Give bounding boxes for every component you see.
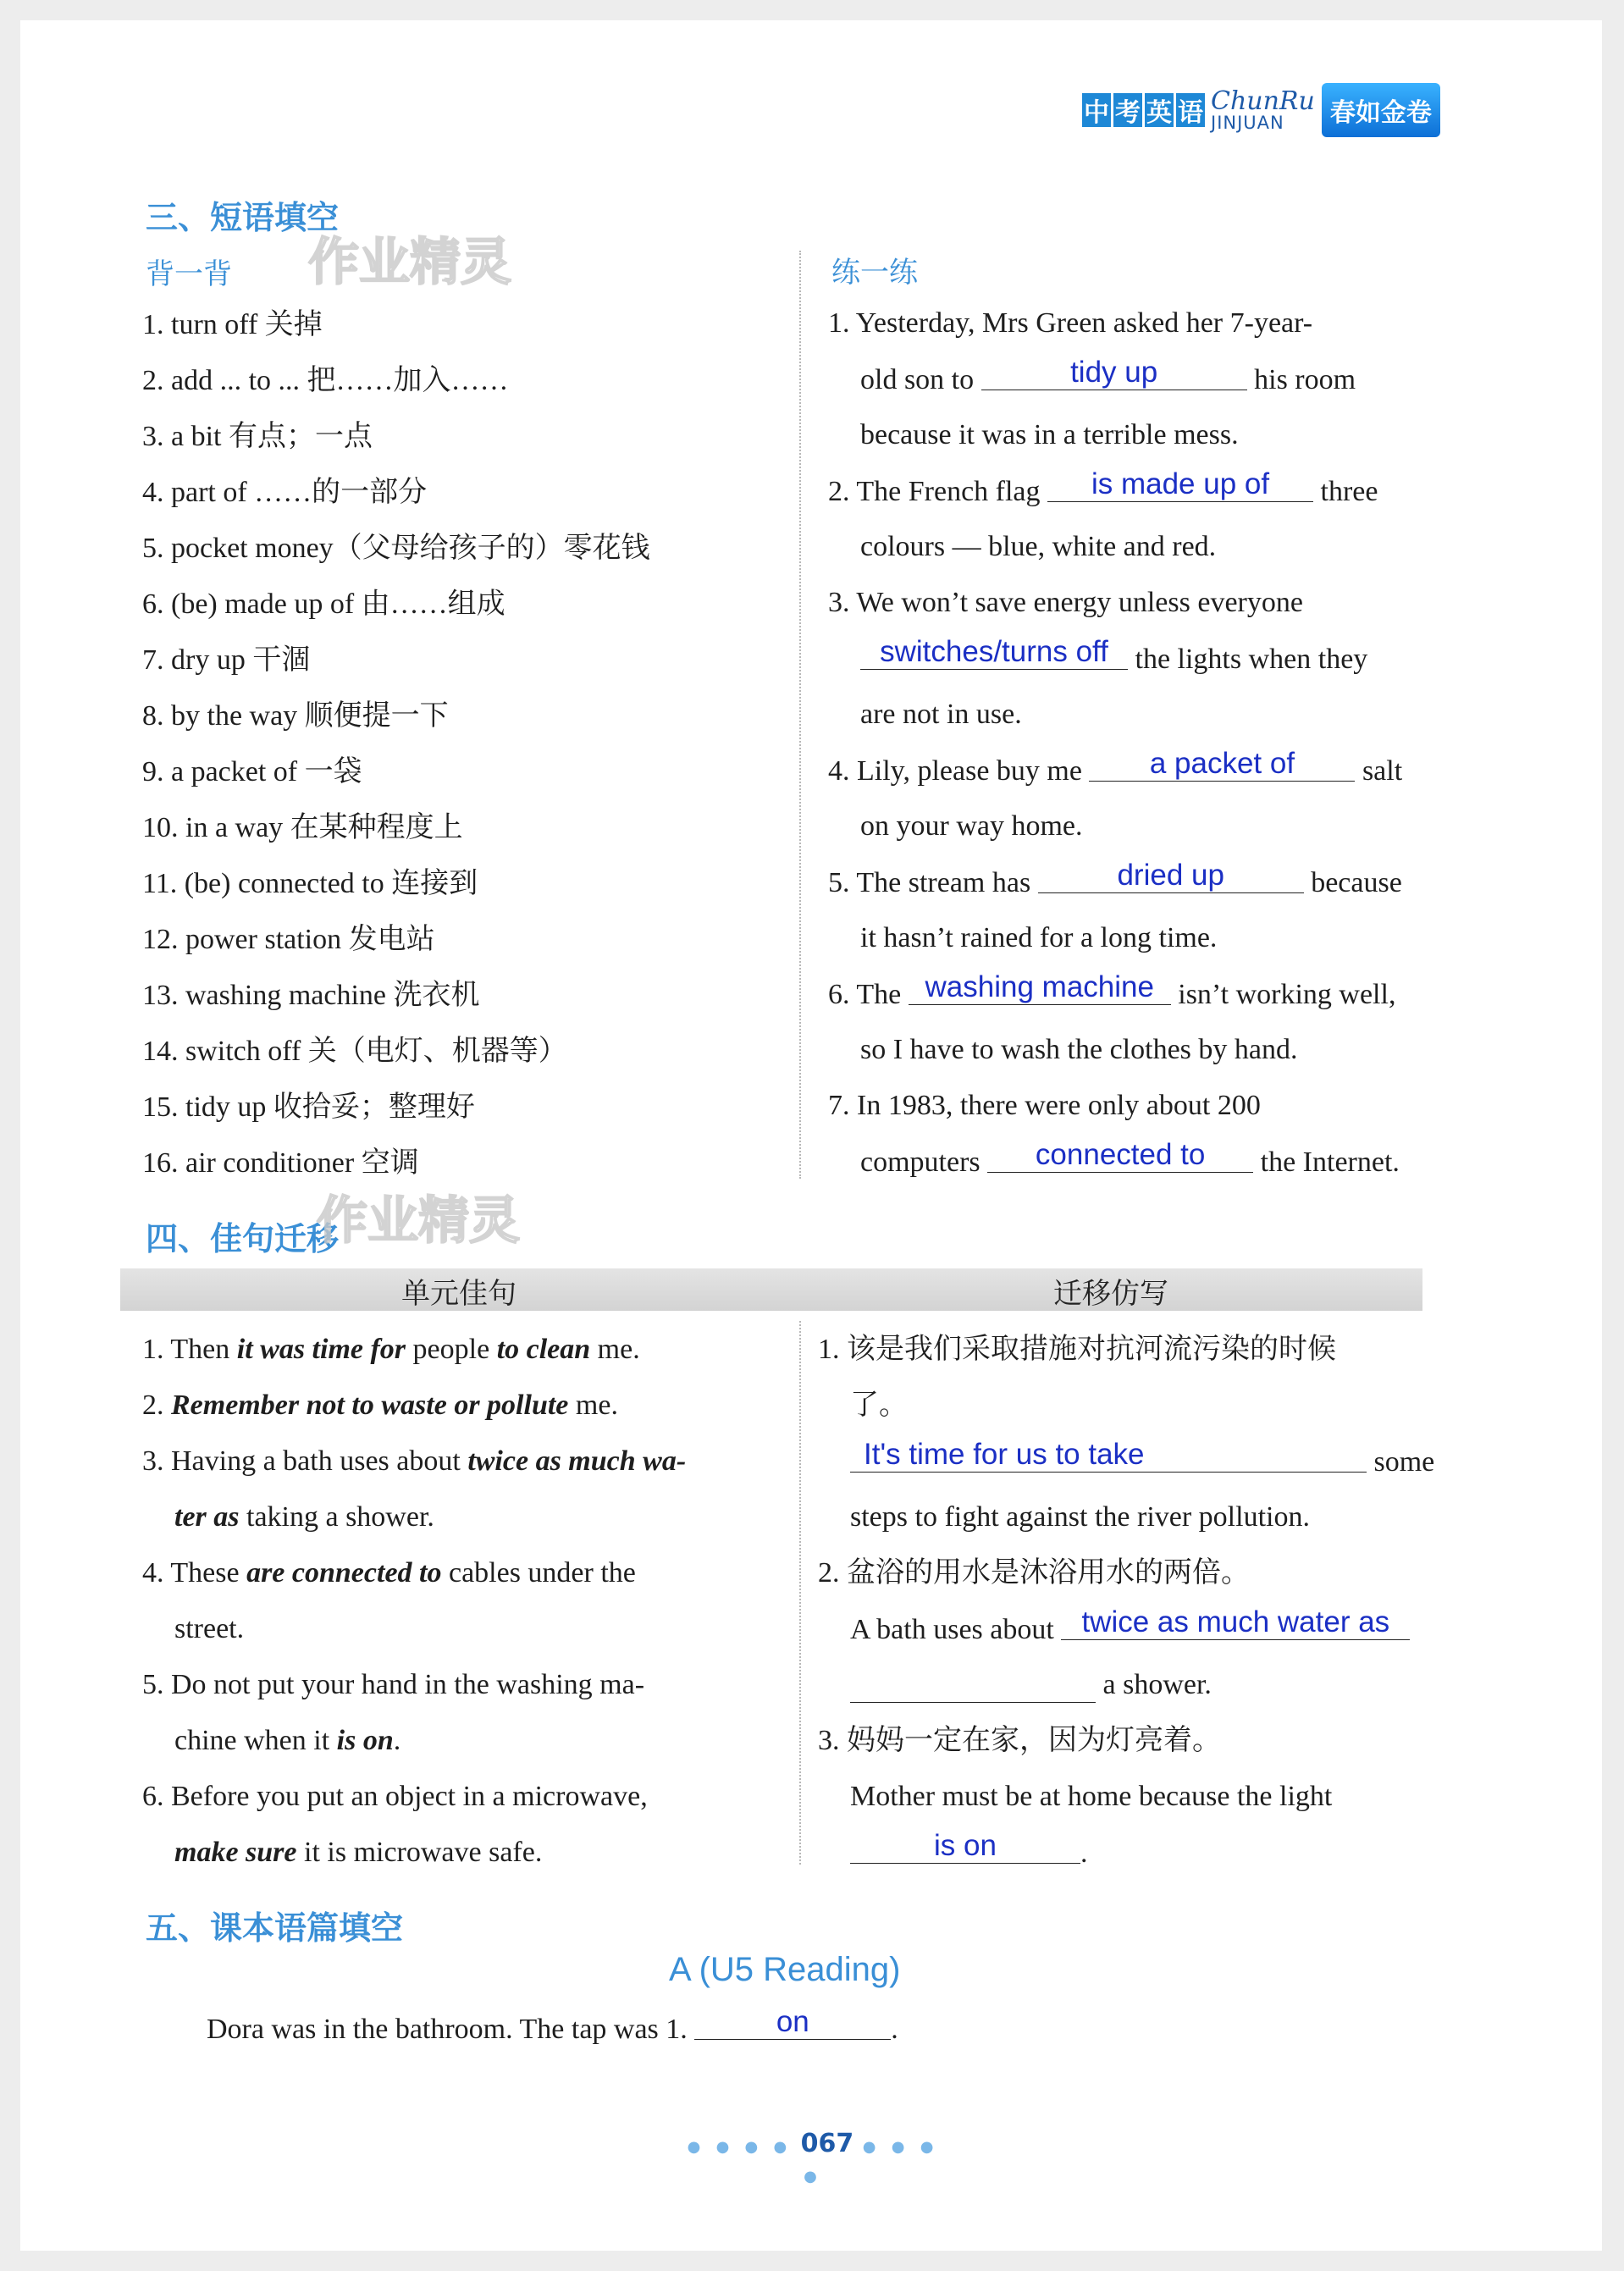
key-phrase: to clean [496, 1334, 591, 1365]
sentence-text: 2. [142, 1390, 171, 1421]
sentence-text: cables under the [441, 1557, 636, 1589]
exercise-text: a shower. [1102, 1669, 1212, 1700]
watermark: 作业精灵 [308, 233, 511, 292]
sentence-text: me. [590, 1334, 640, 1365]
list-item: 15. tidy up 收拾妥；整理好 [142, 1091, 475, 1123]
right-band-label: 迁移仿写 [1053, 1277, 1168, 1311]
exercise-item [828, 747, 1403, 788]
list-item: 9. a packet of 一袋 [142, 756, 362, 787]
brand-char: 中 [1082, 93, 1111, 127]
column-divider [799, 1321, 801, 1865]
sentence-text: people [406, 1334, 497, 1365]
exercise-item [860, 635, 1368, 677]
list-item: 11. (be) connected to 连接到 [142, 868, 478, 899]
answer-blank[interactable]: connected to [987, 1138, 1253, 1173]
sentence-item [142, 1333, 640, 1367]
sentence-item [174, 1724, 400, 1758]
list-item: 2. add ... to ... 把……加入…… [142, 365, 509, 396]
exercise-item [850, 1668, 1212, 1703]
list-item: 16. air conditioner 空调 [142, 1147, 419, 1179]
list-item: 5. pocket money（父母给孩子的）零花钱 [142, 533, 650, 564]
exercise-text: steps to fight against the river pollution. [850, 1501, 1310, 1533]
key-phrase: ter as [174, 1501, 240, 1533]
brand-latin-1: ChunRu [1211, 86, 1315, 116]
page-number: 067 [800, 2129, 854, 2158]
exercise-text: some [1373, 1446, 1435, 1478]
sentence-text: chine when it [174, 1725, 337, 1756]
exercise-item [860, 1138, 1400, 1180]
answer-blank[interactable]: It's time for us to take [850, 1438, 1367, 1473]
exercise-text: because it was in a terrible mess. [860, 419, 1239, 450]
exercise-item [850, 1829, 1088, 1870]
sentence-item [142, 1445, 686, 1478]
section-5-title: 五、课本语篇填空 [146, 1909, 404, 1947]
column-divider [799, 251, 801, 1179]
dots-right-icon: ● ● ● ● [804, 2138, 939, 2185]
dots-left-icon: ● ● ● ● [687, 2138, 793, 2156]
list-item: 3. a bit 有点；一点 [142, 421, 373, 452]
exercise-text: three [1320, 476, 1378, 507]
list-item: 10. in a way 在某种程度上 [142, 812, 463, 843]
section-3-title: 三、短语填空 [146, 199, 340, 236]
exercise-text: the lights when they [1135, 644, 1368, 675]
sentence-text: 6. Before you put an object in a microwave, [142, 1781, 648, 1812]
exercise-item [828, 859, 1402, 900]
list-item: 13. washing machine 洗衣机 [142, 980, 480, 1011]
empty-blank[interactable] [850, 1668, 1096, 1703]
key-phrase: make sure [174, 1837, 297, 1868]
exercise-text: old son to [860, 364, 975, 395]
brand-latin-2: JINJUAN [1211, 112, 1284, 133]
brand-title [1082, 93, 1207, 127]
answer-blank[interactable]: is made up of [1047, 467, 1313, 502]
right-subtitle: 练一练 [831, 256, 918, 290]
answer-blank[interactable]: is on [850, 1829, 1080, 1864]
answer-blank[interactable]: twice as much water as [1061, 1605, 1410, 1640]
brand-char: 语 [1176, 93, 1205, 127]
exercise-text: 5. The stream has [828, 867, 1031, 898]
exercise-text: salt [1362, 755, 1403, 787]
exercise-item [860, 356, 1356, 397]
sentence-text: 1. Then [142, 1334, 237, 1365]
watermark: 作业精灵 [317, 1191, 520, 1251]
exercise-text: 3. We won’t save energy unless everyone [828, 587, 1303, 618]
sentence-text: street. [174, 1613, 245, 1644]
header-brand [1082, 81, 1440, 139]
reading-line [207, 2005, 898, 2047]
column-header-band [120, 1268, 1422, 1311]
sentence-text: it is microwave safe. [296, 1837, 543, 1868]
sentence-text: 4. These [142, 1557, 247, 1589]
section-4-title: 四、佳句迁移 [146, 1220, 340, 1257]
answer-blank[interactable]: on [694, 2005, 891, 2040]
list-item: 1. turn off 关掉 [142, 309, 323, 340]
exercise-item [828, 970, 1396, 1012]
exercise-text: 4. Lily, please buy me [828, 755, 1082, 787]
brand-latin [1211, 86, 1315, 133]
exercise-text: 2. 盆浴的用水是沐浴用水的两倍。 [818, 1557, 1250, 1589]
brand-logo: 春如金卷 [1322, 83, 1440, 137]
reading-title: A (U5 Reading) [669, 1951, 901, 1988]
exercise-text: computers [860, 1147, 980, 1178]
sentence-text: 5. Do not put your hand in the washing ma- [142, 1669, 645, 1700]
exercise-text: it hasn’t rained for a long time. [860, 922, 1218, 953]
exercise-item [850, 1438, 1435, 1479]
sentence-text: . [393, 1725, 401, 1756]
key-phrase: it was time for [236, 1334, 406, 1365]
answer-blank[interactable]: a packet of [1089, 747, 1355, 782]
left-subtitle: 背一背 [146, 257, 232, 291]
exercise-text: . [1080, 1837, 1088, 1869]
brand-char: 英 [1145, 93, 1174, 127]
exercise-text: 6. The [828, 979, 902, 1010]
sentence-item [174, 1500, 434, 1534]
key-phrase: Remember not to waste or pollute [171, 1390, 569, 1421]
key-phrase: twice as much wa- [467, 1445, 687, 1477]
list-item: 12. power station 发电站 [142, 924, 435, 955]
exercise-text: colours — blue, white and red. [860, 531, 1217, 562]
exercise-text: 7. In 1983, there were only about 200 [828, 1090, 1261, 1121]
reading-text: Dora was in the bathroom. The tap was 1. [207, 2014, 688, 2045]
list-item: 8. by the way 顺便提一下 [142, 700, 449, 732]
exercise-item [850, 1605, 1410, 1647]
answer-blank[interactable]: tidy up [981, 356, 1247, 390]
answer-blank[interactable]: dried up [1038, 859, 1304, 893]
page-number-bar [677, 2129, 948, 2188]
sentence-text: taking a shower. [239, 1501, 434, 1533]
exercise-item [828, 467, 1378, 509]
answer-blank[interactable]: washing machine [909, 970, 1171, 1005]
left-band-label: 单元佳句 [401, 1277, 516, 1311]
sentence-text: 3. Having a bath uses about [142, 1445, 468, 1477]
exercise-text: A bath uses about [850, 1614, 1054, 1645]
brand-char: 考 [1113, 93, 1142, 127]
answer-blank[interactable]: switches/turns off [860, 635, 1128, 670]
sentence-text: me. [568, 1390, 618, 1421]
exercise-text: on your way home. [860, 810, 1083, 842]
sentence-item [142, 1389, 618, 1423]
sentence-item [142, 1556, 636, 1590]
exercise-text: his room [1254, 364, 1356, 395]
key-phrase: is on [336, 1725, 394, 1756]
reading-text: . [891, 2014, 898, 2045]
exercise-text: 3. 妈妈一定在家，因为灯亮着。 [818, 1725, 1221, 1756]
exercise-text: 2. The French flag [828, 476, 1041, 507]
list-item: 6. (be) made up of 由……组成 [142, 588, 505, 620]
exercise-text: are not in use. [860, 699, 1022, 730]
sentence-item [174, 1836, 542, 1870]
list-item: 4. part of ……的一部分 [142, 477, 428, 508]
exercise-text: because [1311, 867, 1402, 898]
exercise-text: 了。 [850, 1390, 908, 1421]
exercise-text: Mother must be at home because the light [850, 1781, 1333, 1812]
exercise-text: isn’t working well, [1178, 979, 1396, 1010]
exercise-text: 1. Yesterday, Mrs Green asked her 7-year- [828, 307, 1313, 339]
key-phrase: are connected to [246, 1557, 442, 1589]
exercise-text: so I have to wash the clothes by hand. [860, 1034, 1298, 1065]
exercise-text: 1. 该是我们采取措施对抗河流污染的时候 [818, 1334, 1336, 1365]
exercise-text: the Internet. [1260, 1147, 1400, 1178]
list-item: 7. dry up 干涸 [142, 644, 311, 676]
list-item: 14. switch off 关（电灯、机器等） [142, 1036, 567, 1067]
